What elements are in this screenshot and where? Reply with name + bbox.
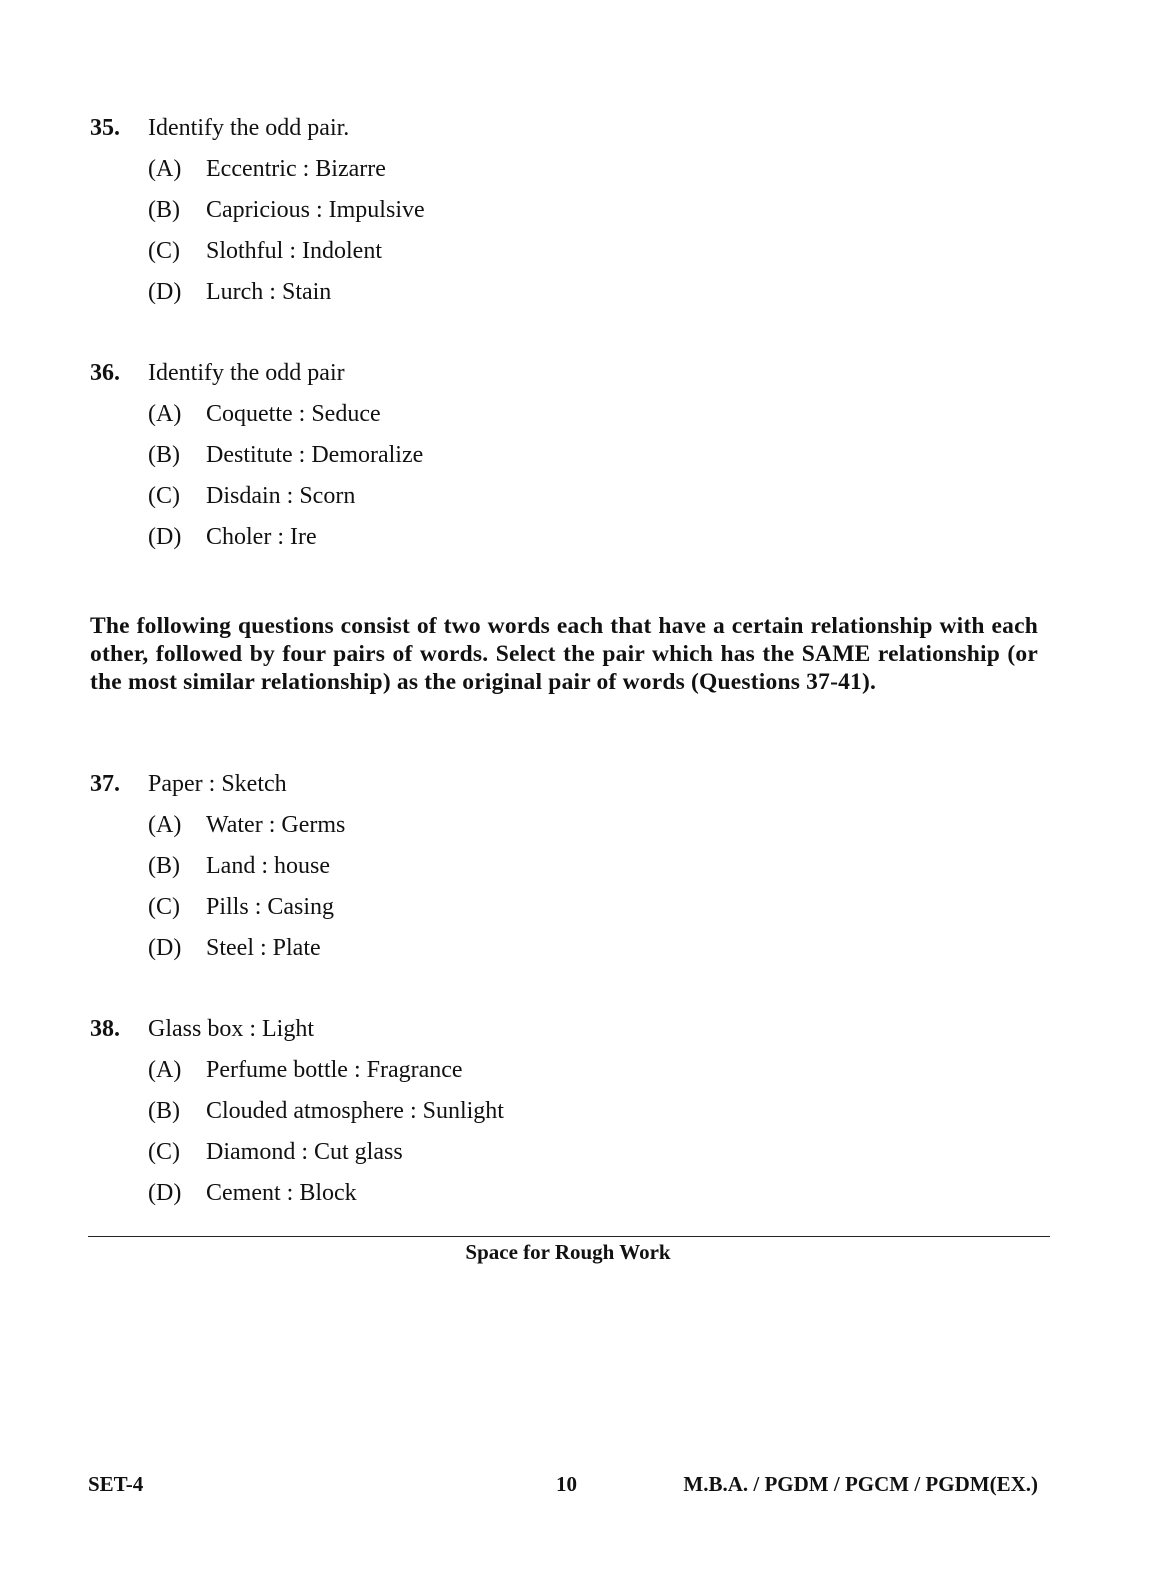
option-text: Choler : Ire: [206, 524, 317, 550]
option-text: Destitute : Demoralize: [206, 442, 424, 468]
option-d: [90, 524, 1050, 565]
option-text: Diamond : Cut glass: [206, 1139, 403, 1165]
option-d: [90, 1180, 1050, 1221]
option-letter: (B): [148, 442, 180, 468]
option-a: [90, 156, 1050, 197]
question-stem: Identify the odd pair.: [148, 115, 350, 141]
option-text: Perfume bottle : Fragrance: [206, 1057, 463, 1083]
question-number: 38.: [90, 1016, 120, 1042]
option-letter: (D): [148, 524, 182, 550]
option-text: Water : Germs: [206, 812, 346, 838]
option-letter: (A): [148, 1057, 182, 1083]
option-a: [90, 1057, 1050, 1098]
question-38: [90, 1016, 1050, 1221]
question-stem: Glass box : Light: [148, 1016, 314, 1042]
option-letter: (C): [148, 894, 180, 920]
option-letter: (A): [148, 812, 182, 838]
option-text: Clouded atmosphere : Sunlight: [206, 1098, 504, 1124]
option-letter: (B): [148, 1098, 180, 1124]
section-instruction: The following questions consist of two words each that have a certain relationship with each other, followed by four pairs of words. Select the pair which has the SAME relationship (or the most similar relationship) as the original pair of words (Questions 37-41).: [90, 613, 1038, 695]
option-text: Eccentric : Bizarre: [206, 156, 386, 182]
question-36: [90, 360, 1050, 565]
option-b: [90, 853, 1050, 894]
question-stem: Paper : Sketch: [148, 771, 287, 797]
option-letter: (B): [148, 853, 180, 879]
question-number: 35.: [90, 115, 120, 141]
option-b: [90, 1098, 1050, 1139]
option-text: Coquette : Seduce: [206, 401, 381, 427]
option-letter: (A): [148, 156, 182, 182]
option-d: [90, 279, 1050, 320]
option-c: [90, 894, 1050, 935]
option-letter: (D): [148, 935, 182, 961]
option-letter: (A): [148, 401, 182, 427]
option-a: [90, 812, 1050, 853]
question-37: [90, 771, 1050, 976]
option-text: Capricious : Impulsive: [206, 197, 425, 223]
option-c: [90, 483, 1050, 524]
question-number: 36.: [90, 360, 120, 386]
question-number: 37.: [90, 771, 120, 797]
option-b: [90, 197, 1050, 238]
rough-work-divider: [88, 1236, 1050, 1237]
option-c: [90, 1139, 1050, 1180]
option-text: Cement : Block: [206, 1180, 357, 1206]
rough-work-label: Space for Rough Work: [465, 1240, 671, 1264]
question-35: [90, 115, 1050, 320]
option-text: Slothful : Indolent: [206, 238, 382, 264]
option-c: [90, 238, 1050, 279]
option-d: [90, 935, 1050, 976]
option-letter: (D): [148, 279, 182, 305]
option-text: Steel : Plate: [206, 935, 321, 961]
option-letter: (B): [148, 197, 180, 223]
footer-set: SET-4: [88, 1472, 144, 1496]
option-text: Lurch : Stain: [206, 279, 332, 305]
option-text: Disdain : Scorn: [206, 483, 356, 509]
option-letter: (D): [148, 1180, 182, 1206]
footer-course: M.B.A. / PGDM / PGCM / PGDM(EX.): [683, 1472, 1038, 1496]
option-letter: (C): [148, 1139, 180, 1165]
question-stem: Identify the odd pair: [148, 360, 345, 386]
option-letter: (C): [148, 483, 180, 509]
option-a: [90, 401, 1050, 442]
option-letter: (C): [148, 238, 180, 264]
option-b: [90, 442, 1050, 483]
footer-page-number: 10: [556, 1472, 577, 1496]
option-text: Land : house: [206, 853, 330, 879]
option-text: Pills : Casing: [206, 894, 335, 920]
